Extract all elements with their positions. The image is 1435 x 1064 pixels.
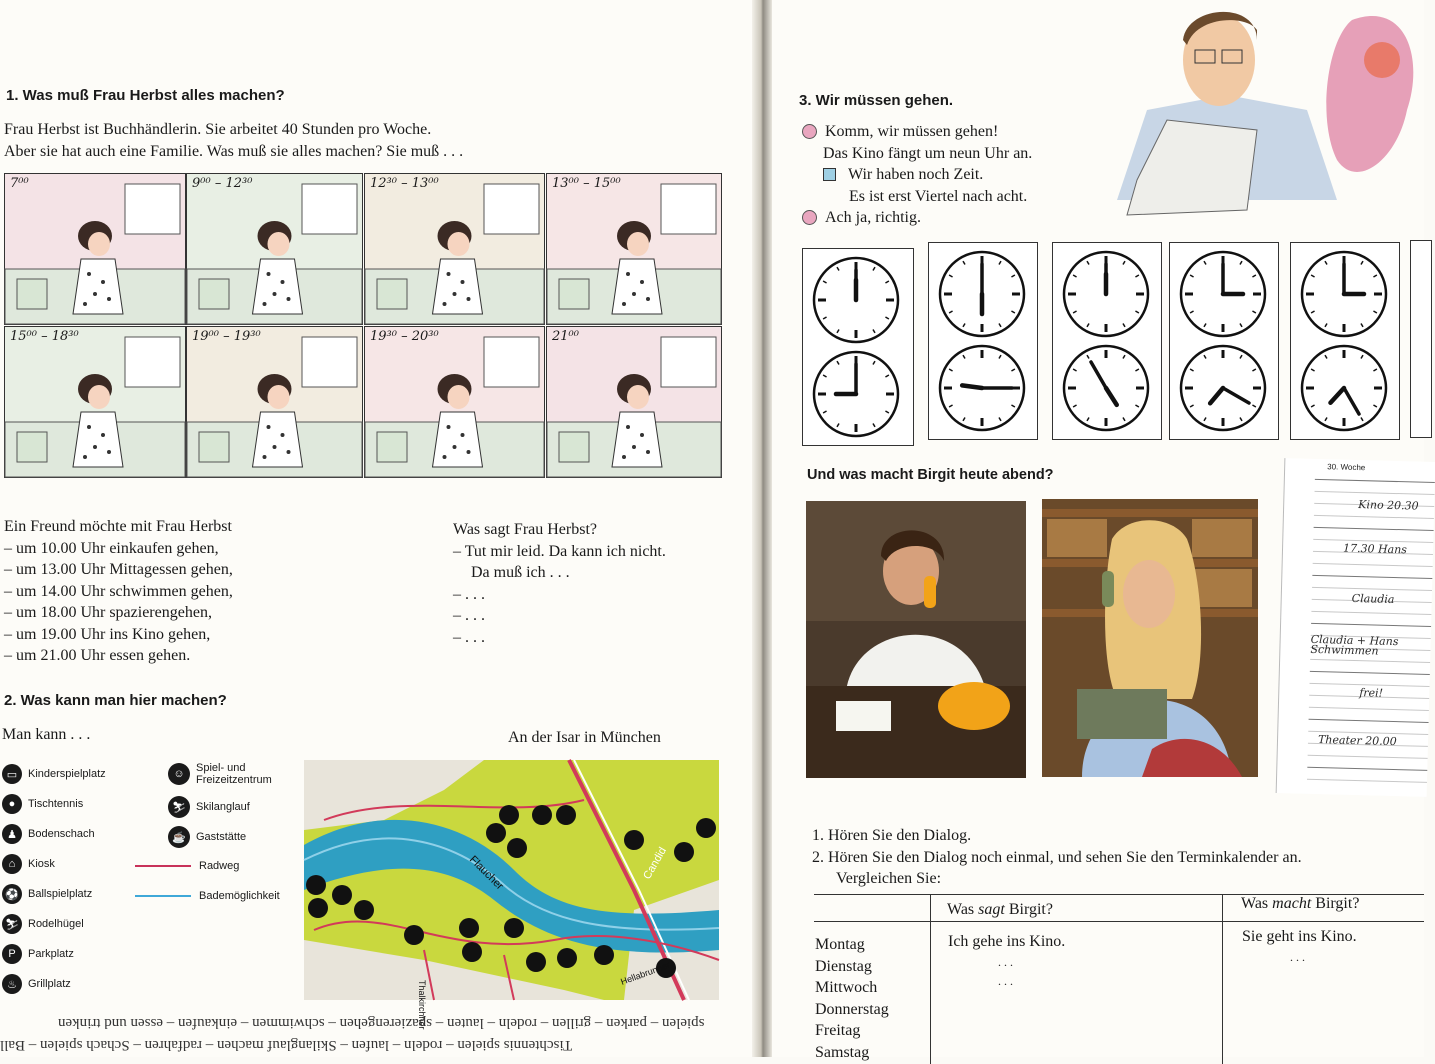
task-item: 1. Hören Sie den Dialog. — [812, 827, 972, 844]
speaker-a-marker-icon — [802, 210, 817, 225]
day-label: Donnerstag — [815, 1000, 889, 1018]
legend-label: Kinderspielplatz — [28, 768, 106, 780]
day-label: Dienstag — [815, 957, 872, 975]
clock-face — [811, 349, 903, 441]
legend-label: Rodelhügel — [28, 918, 84, 930]
comic-illustration — [365, 327, 544, 477]
legend-label: Spiel- und Freizeitzentrum — [196, 762, 272, 786]
friend-item: – um 19.00 Uhr ins Kino gehen, — [4, 625, 211, 643]
intro-line: Aber sie hat auch eine Familie. Was muß sie alles machen? Sie muß . . . — [4, 142, 464, 160]
calendar-entry: frei! — [1359, 686, 1384, 700]
comic-illustration — [365, 174, 544, 324]
question: Was sagt Frau Herbst? — [453, 521, 598, 538]
calendar-rule — [1309, 707, 1429, 711]
clock-face — [811, 255, 903, 347]
answer-line: – . . . — [453, 585, 485, 603]
sagt-cell: . . . — [998, 954, 1013, 969]
calendar-entry: Claudia — [1351, 591, 1395, 607]
clock-card — [928, 242, 1038, 440]
map-title: An der Isar in München — [508, 729, 661, 746]
calendar-entry: Theater 20.00 — [1317, 733, 1397, 749]
chess-piece-icon: ♟ — [2, 824, 22, 844]
comic-panel — [186, 326, 363, 478]
calendar-entry: Claudia + Hans Schwimmen — [1310, 632, 1399, 658]
photo-birgit-phoning — [1042, 499, 1258, 777]
calendar-entry: Kino 20.30 — [1358, 498, 1419, 513]
friend-item: – um 10.00 Uhr einkaufen gehen, — [4, 539, 219, 557]
exercise-1-intro — [4, 119, 463, 162]
photo-young-man-phoning — [806, 501, 1026, 778]
clock-card — [802, 248, 914, 446]
legend-label: Ballspielplatz — [28, 888, 93, 900]
calendar-rule — [1307, 767, 1427, 771]
legend-label: Radweg — [199, 860, 240, 872]
clock-card-partial — [1410, 240, 1432, 438]
legend-item — [135, 860, 239, 872]
legend-item — [2, 824, 95, 844]
calendar-rule — [1314, 527, 1434, 531]
pingpong-icon: ● — [2, 794, 22, 814]
calendar-entry: 17.30 Hans — [1342, 541, 1408, 557]
calendar-header: 30. Woche — [1327, 462, 1366, 473]
legend-item — [2, 944, 74, 964]
calendar-rule — [1307, 779, 1427, 783]
day-column — [815, 934, 889, 1063]
calendar-rule — [1314, 515, 1434, 519]
day-label: Freitag — [815, 1022, 861, 1039]
macht-column — [1242, 926, 1357, 967]
hour-hand — [962, 385, 982, 388]
sagt-column — [948, 931, 1065, 991]
clock-face — [1061, 343, 1153, 435]
legend-label: Skilanglauf — [196, 801, 250, 813]
calendar-rule — [1315, 491, 1435, 495]
comic-illustration — [5, 174, 185, 324]
map-label: Candid — [641, 845, 670, 882]
day-label: Samstag — [815, 1043, 870, 1061]
legend-item — [168, 826, 296, 848]
legend-line-swatch — [135, 895, 191, 897]
answer-line: – . . . — [453, 607, 485, 624]
comic-panel — [4, 173, 186, 325]
legend-item — [2, 914, 84, 934]
exercise-3-heading: 3. Wir müssen gehen. — [799, 92, 954, 109]
calendar-rule — [1312, 575, 1432, 579]
footer-upside-down-2: Tischtennis spielen – rodeln – laufen – Skilanglauf machen – radfahren – Schach spielen – Ball — [0, 1037, 573, 1053]
panel-time-label: 19⁰⁰ – 19³⁰ — [192, 329, 261, 344]
macht-cell: Sie geht ins Kino. — [1242, 928, 1357, 945]
map-label: Thalkirchner — [417, 980, 427, 1030]
dialog-line — [802, 164, 1032, 186]
speaker-b-marker-icon — [823, 168, 836, 181]
panel-time-label: 12³⁰ – 13⁰⁰ — [370, 176, 439, 191]
calendar-rule — [1312, 587, 1432, 591]
legend-item — [2, 974, 71, 994]
ball-icon: ⚽ — [2, 884, 22, 904]
clock-card — [1052, 242, 1162, 440]
task-list — [812, 825, 1302, 890]
calendar-rule — [1311, 611, 1431, 615]
speaker-a-marker-icon — [802, 124, 817, 139]
friend-list — [4, 516, 233, 667]
comic-panel — [364, 326, 545, 478]
footer-upside-down-1: spielen – parken – grillen – rodeln – lauten – spazierengehen – schwimmen – einkaufen – essen und trinken — [58, 1015, 705, 1031]
dialog-line: Es ist erst Viertel nach acht. — [849, 187, 1028, 205]
answer-line: – . . . — [453, 628, 485, 646]
appointment-calendar — [1276, 458, 1435, 797]
map-label: Hellabrunner — [619, 959, 672, 987]
birgit-heading: Und was macht Birgit heute abend? — [807, 467, 1054, 483]
panel-time-label: 15⁰⁰ – 18³⁰ — [10, 329, 79, 344]
clock-face — [1178, 249, 1270, 341]
friend-intro: Ein Freund möchte mit Frau Herbst — [4, 518, 232, 535]
day-label: Mittwoch — [815, 979, 878, 996]
friend-item: – um 21.00 Uhr essen gehen. — [4, 647, 191, 664]
clock-face — [1061, 249, 1153, 341]
answer-line: Da muß ich . . . — [471, 564, 570, 581]
exercise-2-heading: 2. Was kann man hier machen? — [4, 692, 227, 709]
legend-label: Tischtennis — [28, 798, 84, 810]
table-divider — [1222, 894, 1223, 1064]
friend-item: – um 14.00 Uhr schwimmen gehen, — [4, 582, 233, 600]
legend-item — [2, 854, 55, 874]
clock-face — [937, 343, 1029, 435]
mug-icon: ☕ — [168, 826, 190, 848]
man-reading-newspaper-illustration — [1107, 0, 1424, 222]
legend-label: Parkplatz — [28, 948, 74, 960]
panel-time-label: 13⁰⁰ – 15⁰⁰ — [552, 176, 621, 191]
comic-illustration — [187, 327, 362, 477]
herbst-answers — [453, 519, 666, 648]
map-label: Flaucher — [466, 853, 506, 893]
comic-illustration — [5, 327, 185, 477]
legend-item — [168, 762, 296, 786]
sagt-cell: . . . — [998, 973, 1013, 988]
exercise-1-heading: 1. Was muß Frau Herbst alles machen? — [6, 87, 285, 104]
dialog-text: Ach ja, richtig. — [825, 209, 921, 226]
panel-time-label: 9⁰⁰ – 12³⁰ — [192, 176, 253, 191]
dialog-text: Komm, wir müssen gehen! — [825, 123, 999, 140]
calendar-rule — [1309, 719, 1429, 723]
legend-label: Grillplatz — [28, 978, 71, 990]
calendar-rule — [1313, 563, 1433, 567]
calendar-rule — [1310, 659, 1430, 663]
clock-card — [1169, 242, 1279, 440]
smiley-icon: ☺ — [168, 763, 190, 785]
clock-card — [1290, 242, 1400, 440]
panel-time-label: 19³⁰ – 20³⁰ — [370, 329, 439, 344]
legend-item — [135, 890, 280, 902]
parking-icon: P — [2, 944, 22, 964]
kiosk-icon: ⌂ — [2, 854, 22, 874]
table-icon: ▭ — [2, 764, 22, 784]
dialog-text: Wir haben noch Zeit. — [848, 166, 984, 183]
legend-label: Bodenschach — [28, 828, 95, 840]
dialog-line: Das Kino fängt um neun Uhr an. — [823, 144, 1033, 162]
legend-item — [168, 796, 296, 818]
man-kann: Man kann . . . — [2, 726, 91, 743]
sagt-cell: Ich gehe ins Kino. — [948, 933, 1066, 950]
dialog-line — [802, 207, 1032, 229]
legend-item — [2, 764, 106, 784]
comic-illustration — [547, 174, 721, 324]
book-gutter — [752, 0, 772, 1057]
macht-cell: . . . — [1290, 949, 1305, 964]
legend-item — [2, 884, 92, 904]
table-divider — [930, 894, 931, 1064]
dialog — [802, 121, 1032, 229]
clock-face — [1299, 343, 1391, 435]
calendar-rule — [1311, 623, 1431, 627]
answer-line: – Tut mir leid. Da kann ich nicht. — [453, 542, 666, 560]
calendar-rule — [1310, 671, 1430, 675]
calendar-lines — [1285, 458, 1435, 462]
comic-illustration — [547, 327, 721, 477]
grill-icon: ♨ — [2, 974, 22, 994]
panel-time-label: 7⁰⁰ — [10, 176, 29, 191]
comic-panel — [186, 173, 363, 325]
day-label: Montag — [815, 936, 865, 953]
legend-label: Bademöglichkeit — [199, 890, 280, 902]
comic-panel — [546, 326, 722, 478]
comic-panel — [546, 173, 722, 325]
legend-label: Gaststätte — [196, 831, 247, 843]
friend-item: – um 18.00 Uhr spazierengehen, — [4, 604, 212, 621]
col-header-macht: Was macht Birgit? — [1241, 895, 1360, 912]
table-rule — [814, 921, 1424, 922]
legend-item — [2, 794, 83, 814]
clock-face — [1178, 343, 1270, 435]
calendar-rule — [1315, 479, 1435, 483]
col-header-sagt: Was sagt Birgit? — [947, 901, 1053, 918]
friend-item: – um 13.00 Uhr Mittagessen gehen, — [4, 561, 233, 578]
sled-icon: ⛷ — [2, 914, 22, 934]
clock-face — [1299, 249, 1391, 341]
dialog-line — [802, 121, 1032, 143]
intro-line: Frau Herbst ist Buchhändlerin. Sie arbeitet 40 Stunden pro Woche. — [4, 121, 432, 138]
legend-line-swatch — [135, 865, 191, 867]
clock-face — [937, 249, 1029, 341]
task-item: 2. Hören Sie den Dialog noch einmal, und sehen Sie den Terminkalender an. — [812, 848, 1302, 866]
comic-illustration — [187, 174, 362, 324]
task-item: Vergleichen Sie: — [836, 870, 942, 887]
calendar-rule — [1308, 755, 1428, 759]
right-page — [772, 0, 1424, 1061]
panel-time-label: 21⁰⁰ — [552, 329, 579, 344]
skier-icon: ⛷ — [168, 796, 190, 818]
legend-label: Kiosk — [28, 858, 55, 870]
comic-panel — [364, 173, 545, 325]
comic-panel — [4, 326, 186, 478]
